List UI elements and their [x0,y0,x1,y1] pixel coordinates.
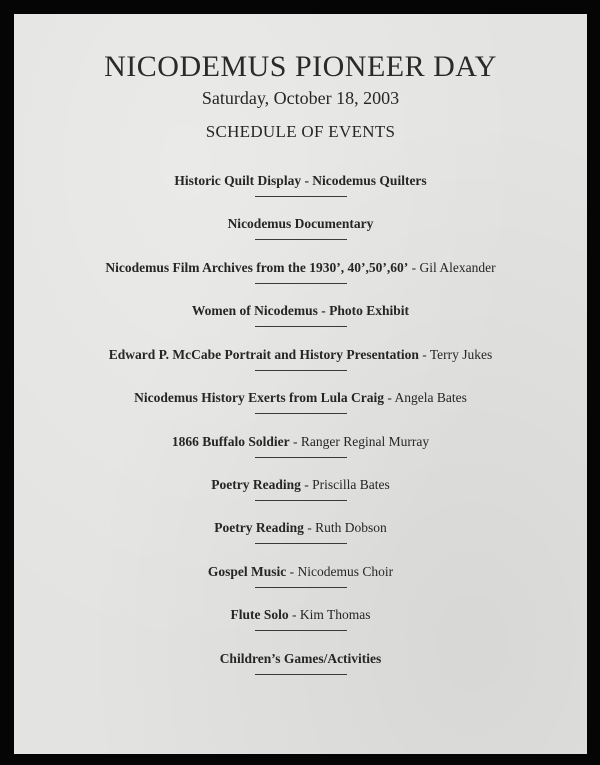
event-title: Women of Nicodemus - Photo Exhibit [191,303,410,318]
event-title: Flute Solo [230,607,289,622]
event-title: 1866 Buffalo Soldier [171,434,290,449]
divider [255,326,347,327]
list-item [14,606,587,638]
event-presenter: - Nicodemus Choir [286,564,394,579]
event-presenter: - Angela Bates [384,390,467,405]
divider [255,413,347,414]
event-title: Nicodemus Documentary [227,216,374,231]
divider [255,196,347,197]
divider [255,630,347,631]
event-presenter: - Kim Thomas [288,607,371,622]
divider [255,500,347,501]
list-item [14,476,587,508]
list-item [14,346,587,378]
schedule-heading: SCHEDULE OF EVENTS [205,122,396,141]
event-title: Children’s Games/Activities [219,651,382,666]
event-presenter: - Terry Jukes [418,347,493,362]
event-presenter: - Ranger Reginal Murray [289,434,430,449]
page-title: NICODEMUS PIONEER DAY [104,50,497,83]
event-title: Poetry Reading [214,520,304,535]
event-presenter: - Gil Alexander [408,260,496,275]
event-title: Nicodemus History Exerts from Lula Craig [134,390,384,405]
divider [255,674,347,675]
list-item [14,259,587,291]
event-title: Historic Quilt Display - Nicodemus Quilters [174,173,427,188]
list-item [14,433,587,465]
list-item [14,563,587,595]
event-title: Nicodemus Film Archives from the 1930’, 40’,50’,60’ [105,260,409,275]
divider [255,283,347,284]
document-page [14,14,587,754]
list-item [14,215,587,247]
divider [255,543,347,544]
divider [255,587,347,588]
event-title: Poetry Reading [211,477,301,492]
list-item [14,650,587,682]
divider [255,457,347,458]
event-title: Gospel Music [207,564,287,579]
list-item [14,302,587,334]
list-item [14,519,587,551]
event-date: Saturday, October 18, 2003 [201,88,400,108]
event-presenter: - Ruth Dobson [303,520,387,535]
event-presenter: - Priscilla Bates [300,477,390,492]
divider [255,370,347,371]
list-item [14,172,587,204]
list-item [14,389,587,421]
event-title: Edward P. McCabe Portrait and History Presentation [108,347,419,362]
divider [255,239,347,240]
